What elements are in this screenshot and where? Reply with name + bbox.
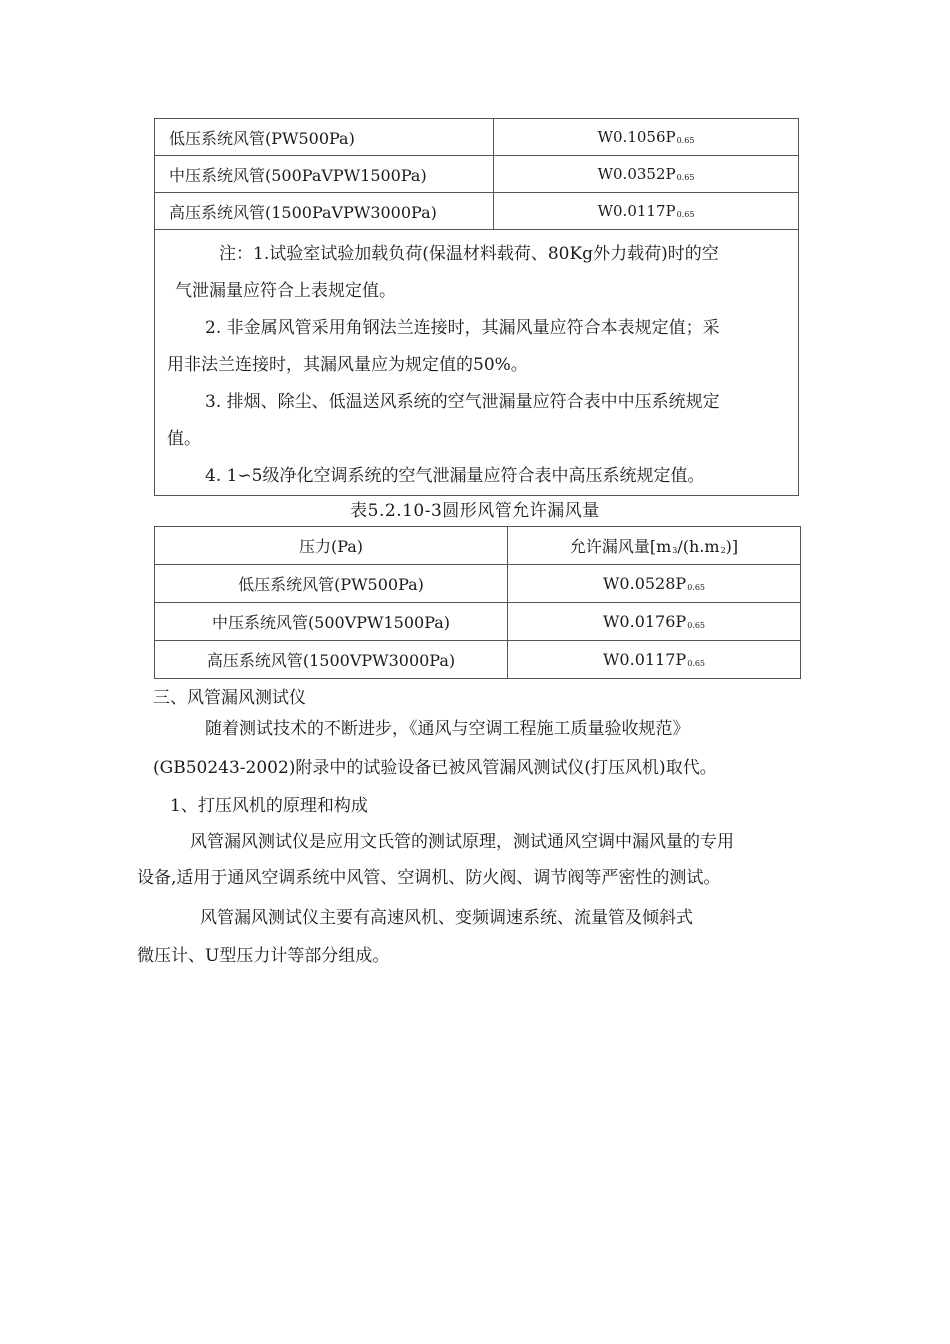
note-line: 气泄漏量应符合上表规定值。: [175, 281, 396, 301]
sub-heading: 1、打压风机的原理和构成: [170, 796, 368, 816]
formula-exponent: 0.65: [676, 210, 695, 219]
table-cell-label: 低压系统风管(PW500Pa): [155, 119, 494, 156]
unit-exponent: 3: [672, 546, 678, 555]
formula: W0.0117P: [602, 650, 687, 669]
table-cell-value: [508, 603, 801, 641]
table-cell-label: 高压系统风管(1500VPW3000Pa): [155, 641, 508, 679]
paragraph-line: 设备,适用于通风空调系统中风管、空调机、防火阀、调节阀等严密性的测试。: [137, 868, 721, 888]
table-row: [155, 156, 799, 193]
notes-row: [155, 230, 799, 496]
formula: W0.0528P: [602, 574, 687, 593]
header-allowed-leakage: [508, 527, 801, 565]
formula-exponent: 0.65: [687, 583, 705, 592]
header-text: 允许漏风量[m: [569, 537, 672, 556]
formula: W0.0117P: [597, 202, 676, 220]
paragraph-line: (GB50243-2002)附录中的试验设备已被风管漏风测试仪(打压风机)取代。: [153, 758, 717, 778]
table-cell-value: [494, 156, 799, 193]
table-cell-value: [494, 119, 799, 156]
table-header-row: [155, 527, 801, 565]
paragraph-line: 随着测试技术的不断进步，《通风与空调工程施工质量验收规范》: [205, 719, 690, 739]
formula: W0.1056P: [597, 128, 676, 146]
paragraph-line: 风管漏风测试仪是应用文氏管的测试原理，测试通风空调中漏风量的专用: [190, 832, 734, 852]
table-cell-label: 中压系统风管(500PaVPW1500Pa): [155, 156, 494, 193]
table-cell-value: [494, 193, 799, 230]
note-line: 注：1.试验室试验加载负荷(保温材料载荷、80Kg外力载荷)时的空: [219, 244, 719, 264]
table-row: [155, 119, 799, 156]
paragraph-line: 微压计、U型压力计等部分组成。: [137, 946, 390, 966]
table-cell-label: 中压系统风管(500VPW1500Pa): [155, 603, 508, 641]
header-pressure: 压力(Pa): [155, 527, 508, 565]
table-cell-value: [508, 565, 801, 603]
table-row: [155, 193, 799, 230]
note-line: 2. 非金属风管采用角钢法兰连接时，其漏风量应符合本表规定值；采: [205, 318, 720, 338]
table-row: [155, 565, 801, 603]
formula-exponent: 0.65: [676, 136, 695, 145]
note-line: 用非法兰连接时，其漏风量应为规定值的50%。: [167, 355, 528, 375]
formula-exponent: 0.65: [676, 173, 695, 182]
header-text: )]: [725, 537, 739, 556]
note-line: 4. 1∽5级净化空调系统的空气泄漏量应符合表中高压系统规定值。: [205, 466, 705, 486]
note-line: 3. 排烟、除尘、低温送风系统的空气泄漏量应符合表中中压系统规定: [205, 392, 720, 412]
round-duct-leakage-table: [154, 526, 801, 679]
table-caption: 表5.2.10-3圆形风管允许漏风量: [350, 501, 600, 521]
table-row: [155, 603, 801, 641]
unit-exponent: 2: [720, 546, 726, 555]
table-cell-value: [508, 641, 801, 679]
header-text: /(h.m: [677, 537, 720, 556]
table-row: [155, 641, 801, 679]
paragraph-line: 风管漏风测试仪主要有高速风机、变频调速系统、流量管及倾斜式: [200, 908, 693, 928]
formula-exponent: 0.65: [687, 621, 705, 630]
formula: W0.0176P: [602, 612, 687, 631]
table-cell-label: 高压系统风管(1500PaVPW3000Pa): [155, 193, 494, 230]
note-line: 值。: [167, 429, 201, 449]
rectangular-duct-leakage-table: [154, 118, 799, 496]
section-heading: 三、风管漏风测试仪: [153, 688, 306, 708]
formula-exponent: 0.65: [687, 659, 705, 668]
table-notes: [155, 230, 799, 496]
formula: W0.0352P: [597, 165, 676, 183]
table-cell-label: 低压系统风管(PW500Pa): [155, 565, 508, 603]
